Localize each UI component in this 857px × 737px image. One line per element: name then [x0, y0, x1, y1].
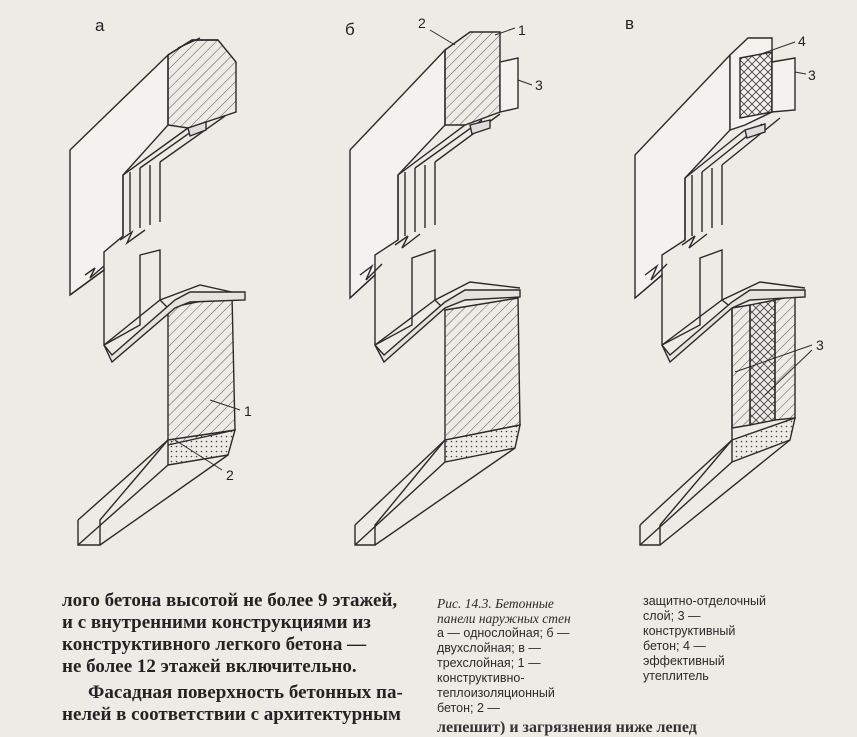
- body-line: конструктивного легкого бетона —: [62, 634, 367, 655]
- callout-b-3: 3: [535, 77, 543, 93]
- caption-line: слой; 3 —: [643, 609, 701, 623]
- callout-a-1: 1: [244, 403, 252, 419]
- caption-line: двухслойная; в —: [437, 641, 541, 655]
- caption-line: а — однослойная; б —: [437, 626, 570, 640]
- figure-caption: [437, 596, 627, 716]
- panel-a-drawing: [70, 38, 245, 545]
- body-line: нелей в соответствии с архитектурным: [62, 704, 401, 725]
- panel-b-drawing: [350, 32, 520, 545]
- body-line: лого бетона высотой не более 9 этажей,: [62, 590, 398, 611]
- callout-a-2: 2: [226, 467, 234, 483]
- caption-line: бетон; 2 —: [437, 701, 500, 715]
- callout-c-3-bottom: 3: [816, 337, 824, 353]
- callout-c-4: 4: [798, 33, 806, 49]
- callout-c-3-top: 3: [808, 67, 816, 83]
- body-text-column: [62, 590, 418, 726]
- figure-caption-continued: [643, 594, 823, 684]
- caption-line: защитно-отделочный: [643, 594, 767, 608]
- caption-line: утеплитель: [643, 669, 709, 683]
- caption-line: теплоизоляционный: [437, 686, 555, 700]
- panel-letter-b: б: [345, 20, 355, 39]
- body-line: Фасадная поверхность бетонных па-: [88, 682, 403, 703]
- caption-line: конструктивный: [643, 624, 736, 638]
- body-line: и с внутренними конструкциями из: [62, 612, 371, 633]
- callout-b-1: 1: [518, 22, 526, 38]
- panel-letter-c: в: [625, 14, 635, 33]
- callout-b-2: 2: [418, 15, 426, 31]
- panel-c-drawing: [635, 38, 805, 545]
- caption-line: трехслойная; 1 —: [437, 656, 541, 670]
- cut-off-text-line: лепешит) и загрязнения ниже лепед: [437, 719, 697, 736]
- caption-line: бетон; 4 —: [643, 639, 706, 653]
- caption-title-line: Рис. 14.3. Бетонные: [437, 596, 554, 611]
- panel-letter-a: а: [95, 16, 105, 35]
- caption-title-line: панели наружных стен: [437, 611, 571, 626]
- caption-line: конструктивно-: [437, 671, 525, 685]
- body-line: не более 12 этажей включительно.: [62, 656, 357, 677]
- caption-line: эффективный: [643, 654, 725, 668]
